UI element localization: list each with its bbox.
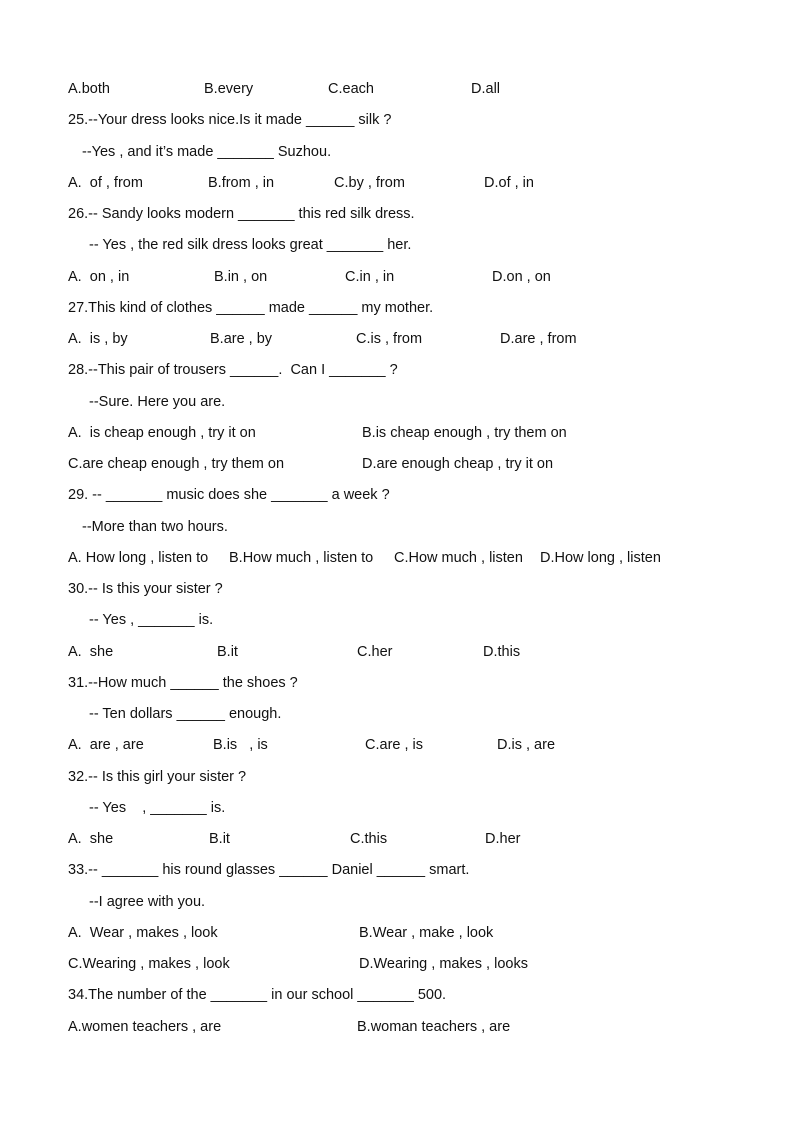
question-line: 31.--How much ______ the shoes ? [68,674,298,691]
question-line: 28.--This pair of trousers ______. Can I _______ ? [68,362,398,379]
answer-option: B.is cheap enough , try them on [362,424,567,441]
answer-option: B.in , on [214,268,268,285]
question-line: -- Ten dollars ______ enough. [89,706,282,722]
answer-option: B.Wear , make , look [359,924,494,941]
question-line: 27.This kind of clothes ______ made ______ my mother. [68,299,434,316]
answer-option: A.both [68,81,110,97]
answer-option: D.her [485,831,521,847]
question-line: 26.-- Sandy looks modern _______ this red silk dress. [68,206,415,222]
answer-option: C.are cheap enough , try them on [68,456,285,472]
answer-option: C.her [357,643,393,660]
answer-option: A. on , in [68,268,130,285]
answer-option: C.each [328,81,374,97]
answer-option: D.is , are [497,737,556,754]
question-line: 33.-- _______ his round glasses ______ Daniel ______ smart. [68,862,470,879]
answer-option: C.How much , listen [394,549,523,566]
question-line: 29. -- _______ music does she _______ a week ? [68,487,390,504]
answer-option: C.by , from [334,174,405,191]
answer-option: A. Wear , makes , look [68,924,218,941]
question-line: --More than two hours. [82,518,228,535]
answer-option: B.it [217,643,238,660]
answer-option: D.this [483,643,521,660]
question-line: -- Yes , the red silk dress looks great _______ her. [89,237,412,254]
answer-option: B.from , in [208,174,275,191]
answer-option: B.it [209,831,230,847]
question-line: -- Yes , _______ is. [89,612,214,629]
question-line: 25.--Your dress looks nice.Is it made ______ silk ? [68,112,392,129]
answer-option: D.are enough cheap , try it on [362,456,554,472]
question-line: --I agree with you. [89,893,206,910]
question-line: -- Yes , _______ is. [89,799,226,816]
answer-option: A. of , from [68,174,143,191]
question-line: 34.The number of the _______ in our school _______ 500. [68,987,447,1004]
question-line: --Sure. Here you are. [89,393,226,410]
answer-option: B.woman teachers , are [357,1018,511,1035]
question-line: --Yes , and it’s made _______ Suzhou. [82,143,332,160]
question-line: 30.-- Is this your sister ? [68,581,223,597]
answer-option: B.is , is [213,737,268,754]
answer-option: A. is , by [68,331,128,347]
answer-option: A. are , are [68,737,144,754]
answer-option: B.every [204,81,254,97]
answer-option: A. is cheap enough , try it on [68,424,256,441]
question-line: 32.-- Is this girl your sister ? [68,768,247,785]
answer-option: D.are , from [500,331,577,347]
answer-option: C.in , in [345,268,395,285]
answer-option: A. she [68,643,114,660]
answer-option: D.of , in [484,174,534,191]
answer-option: B.How much , listen to [229,549,374,566]
answer-option: C.Wearing , makes , look [68,956,230,972]
answer-option: C.this [350,831,388,847]
answer-option: D.on , on [492,268,551,285]
answer-option: A.women teachers , are [68,1018,222,1035]
answer-option: D.How long , listen [540,549,661,566]
answer-option: D.Wearing , makes , looks [359,956,528,972]
answer-option: B.are , by [210,331,273,347]
answer-option: D.all [471,81,501,97]
answer-option: C.is , from [356,331,423,347]
answer-option: A. she [68,831,114,847]
answer-option: A. How long , listen to [68,549,209,566]
answer-option: C.are , is [365,737,424,754]
